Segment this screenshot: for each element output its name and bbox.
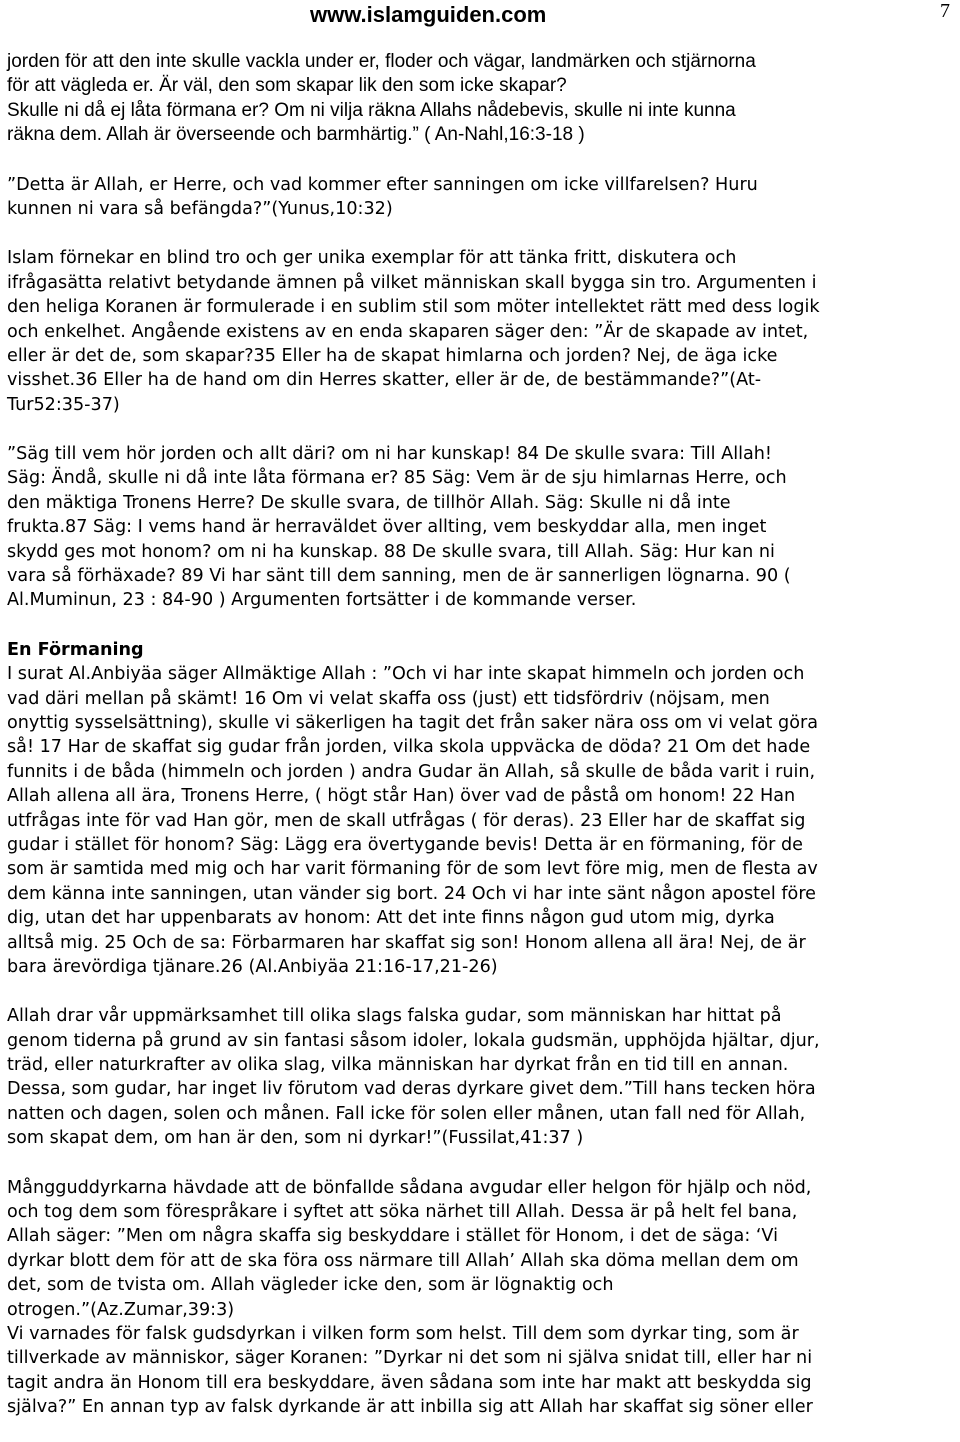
text-line: frukta.87 Säg: I vems hand är herraväldet över allting, vem beskyddar alla, men inget	[7, 517, 767, 538]
text-line: Skulle ni då ej låta förmana er? Om ni vilja räkna Allahs nådebevis, skulle ni inte kunna	[7, 99, 736, 121]
text-line: genom tiderna på grund av sin fantasi såsom idoler, lokala gudsmän, upphöjda hjältar, djur,	[7, 1030, 820, 1051]
text-line: och enkelhet. Angående existens av en enda skaparen säger den: ”Är de skapade av intet,	[7, 321, 809, 342]
page-number: 7	[940, 0, 950, 22]
text-line: ”Säg till vem hör jorden och allt däri? om ni har kunskap! 84 De skulle svara: Till Allah!	[7, 444, 772, 465]
site-url: www.islamguiden.com	[310, 2, 547, 27]
text-line: otrogen.”(Az.Zumar,39:3)	[7, 1299, 235, 1320]
text-line: jorden för att den inte skulle vackla under er, floder och vägar, landmärken och stjärnorna	[7, 51, 756, 72]
text-line: alltså mig. 25 Och de sa: Förbarmaren har skaffat sig son! Honom allena all ära! Nej, de är	[7, 932, 806, 953]
text-line: funnits i de båda (himmeln och jorden ) andra Gudar än Allah, så skulle de båda varit i ruin,	[7, 761, 816, 782]
text-line: natten och dagen, solen och månen. Fall icke för solen eller månen, utan fall ned för Allah,	[7, 1103, 806, 1124]
text-line: Islam förnekar en blind tro och ger unika exemplar för att tänka fritt, diskutera och	[7, 248, 737, 269]
text-line: dem känna inte sanningen, utan vänder sig bort. 24 Och vi har inte sänt någon apostel före	[7, 883, 816, 904]
text-line: utfrågas inte för vad Han gör, men de skall utfrågas ( för deras). 23 Eller har de skaffat sig	[7, 810, 806, 831]
text-line: för att vägleda er. Är väl, den som skapar lik den som icke skapar?	[7, 75, 567, 97]
text-line: eller är det de, som skapar?35 Eller ha de skapat himlarna och jorden? Nej, de äga icke	[7, 345, 778, 366]
text-line: I surat Al.Anbiyäa säger Allmäktige Allah : ”Och vi har inte skapat himmeln och jorden och	[7, 664, 805, 685]
text-line: kunnen ni vara så befängda?”(Yunus,10:32)	[7, 198, 393, 219]
text-line: träd, eller naturkrafter av olika slag, vilka människan har dyrkat från en tid till en annan.	[7, 1055, 789, 1076]
text-line: gudar i stället för honom? Säg: Lägg era övertygande bevis! Detta är en förmaning, för de	[7, 834, 803, 855]
text-line: Al.Muminun, 23 : 84-90 ) Argumenten fortsätter i de kommande verser.	[7, 590, 637, 611]
text-line: Allah drar vår uppmärksamhet till olika slags falska gudar, som människan har hittat på	[7, 1006, 782, 1027]
text-line: den heliga Koranen är formulerade i en sublim stil som möter intellektet rätt med dess logik	[7, 297, 820, 318]
text-line: Allah säger: ”Men om några skaffa sig beskyddare i stället för Honom, i det de säga: ‘Vi	[7, 1226, 778, 1247]
text-line: så! 17 Har de skaffat sig gudar från jorden, vilka skola uppväcka de döda? 21 Om det hade	[7, 737, 811, 758]
text-line: skydd ges mot honom? om ni ha kunskap. 88 De skulle svara, till Allah. Säg: Hur kan ni	[7, 541, 775, 562]
text-line: Allah allena all ära, Tronens Herre, ( högt står Han) över vad de påstå om honom! 22 Han	[7, 786, 796, 807]
text-line: Mångguddyrkarna hävdade att de bönfallde sådana avgudar eller helgon för hjälp och nöd,	[7, 1177, 812, 1198]
text-line: räkna dem. Allah är överseende och barmhärtig.” ( An-Nahl,16:3-18 )	[7, 124, 585, 146]
text-line: dig, utan det har uppenbarats av honom: Att det inte finns någon gud utom mig, dyrka	[7, 908, 775, 929]
text-line: tagit andra än Honom till era beskyddare, även sådana som inte har makt att beskydda sig	[7, 1372, 812, 1393]
text-line: som är samtida med mig och har varit förmaning för de som levt före mig, men de flesta av	[7, 859, 818, 880]
text-line: visshet.36 Eller ha de hand om din Herres skatter, eller är de, de bestämmande?”(At-	[7, 370, 762, 391]
document-body	[7, 50, 957, 1420]
paragraph-gap	[7, 221, 957, 246]
paragraph-gap	[7, 613, 957, 638]
text-line: ”Detta är Allah, er Herre, och vad kommer efter sanningen om icke villfarelsen? Huru	[7, 174, 758, 195]
text-line: Säg: Ändå, skulle ni då inte låta förmana er? 85 Säg: Vem är de sju himlarnas Herre, och	[7, 468, 787, 489]
text-line: tillverkade av människor, säger Koranen: ”Dyrkar ni det som ni själva snidat till, eller har ni	[7, 1348, 813, 1369]
text-line: Tur52:35-37)	[7, 394, 120, 415]
text-line: dyrkar blott dem för att de ska föra oss närmare till Allah’ Allah ska döma mellan dem om	[7, 1250, 799, 1271]
text-line: som skapat dem, om han är den, som ni dyrkar!”(Fussilat,41:37 )	[7, 1128, 584, 1149]
text-line: onyttig sysselsättning), skulle vi säkerligen ha tagit det från saker nära oss om vi velat göra	[7, 712, 818, 733]
text-line: det, som de tvista om. Allah vägleder icke den, som är lögnaktig och	[7, 1275, 614, 1296]
text-line: och tog dem som förespråkare i syftet att söka närhet till Allah. Dessa är på helt fel bana,	[7, 1202, 798, 1223]
paragraph-gap	[7, 417, 957, 442]
text-line: vad däri mellan på skämt! 16 Om vi velat skaffa oss (just) ett tidsfördriv (nöjsam, men	[7, 688, 770, 709]
section-heading: En Förmaning	[7, 639, 144, 660]
paragraph-gap	[7, 148, 957, 173]
text-line: Dessa, som gudar, har inget liv förutom vad deras dyrkare givet dem.”Till hans tecken höra	[7, 1079, 816, 1100]
paragraph-gap	[7, 979, 957, 1004]
text-line: den mäktiga Tronens Herre? De skulle svara, de tillhör Allah. Säg: Skulle ni då inte	[7, 492, 731, 513]
text-line: ifrågasätta relativt betydande ämnen på vilket människan skall bygga sin tro. Argumenten i	[7, 272, 817, 293]
text-line: Vi varnades för falsk gudsdyrkan i vilken form som helst. Till dem som dyrkar ting, som är	[7, 1323, 799, 1344]
text-line: själva?” En annan typ av falsk dyrkande är att inbilla sig att Allah har skaffat sig söner eller	[7, 1397, 813, 1418]
paragraph-gap	[7, 1151, 957, 1176]
page-header	[0, 2, 960, 32]
text-line: vara så förhäxade? 89 Vi har sänt till dem sanning, men de är sannerligen lögnarna. 90 (	[7, 566, 791, 587]
text-line: bara ärevördiga tjänare.26 (Al.Anbiyäa 21:16-17,21-26)	[7, 956, 498, 977]
